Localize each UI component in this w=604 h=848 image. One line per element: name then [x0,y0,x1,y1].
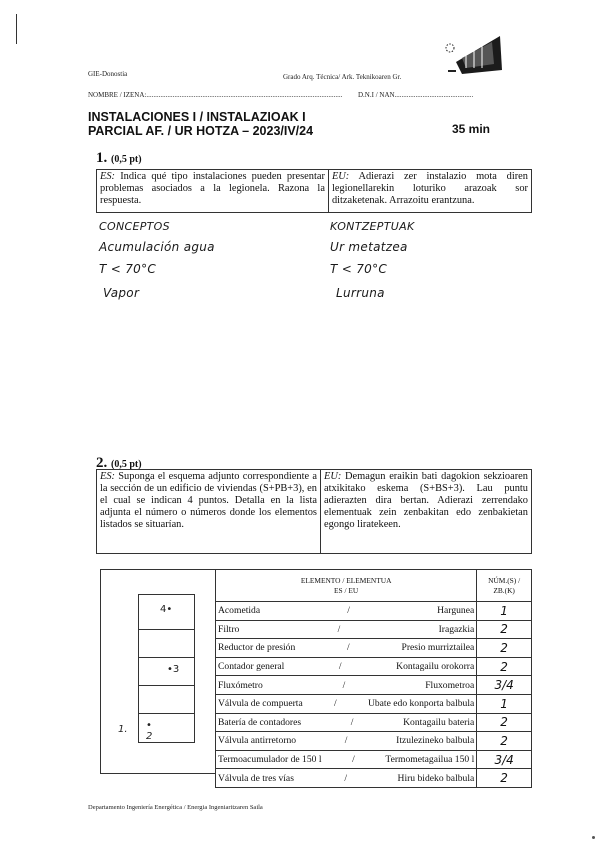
question-1-eu-tag: EU: [331,171,350,182]
table-header-number-line1: NÚM.(S) / [488,575,521,585]
question-1-heading [96,150,142,167]
question-2-es [97,470,320,553]
floor-line [139,629,194,630]
element-es: Válvula de tres vías [218,772,294,784]
diagram-point-3: •3 [167,664,180,675]
element-cell [216,639,477,658]
table-row [216,676,532,695]
question-1-points: (0,5 pt) [111,154,142,165]
number-answer-cell[interactable]: 1 [477,602,532,621]
scan-dot [592,836,595,839]
number-answer-cell[interactable]: 3/4 [477,750,532,769]
binder-mark [16,14,17,44]
element-separator: / [350,716,354,728]
elements-table [215,569,532,788]
answer-eu-line3: Lurruna [336,286,385,300]
department-footer: Departamento Ingeniería Energética / Energia Ingeniaritzaren Saila [88,804,263,811]
answer-eu-line1: Ur metatzea [330,240,408,254]
question-1-es-tag: ES: [100,171,116,182]
number-answer-cell[interactable]: 2 [477,620,532,639]
element-separator: / [342,679,346,691]
dni-field[interactable]: D.N.I / NAN............................................. [358,91,474,99]
question-1-es [97,170,328,212]
exam-duration: 35 min [452,122,491,136]
answer-es-concepts: CONCEPTOS [99,220,170,233]
table-header-element [216,570,477,602]
question-2-es-tag: ES: [100,471,116,482]
question-2-eu-tag: EU: [323,471,342,482]
answer-eu-concepts: KONTZEPTUAK [330,220,415,233]
element-es: Fluxómetro [218,679,263,691]
element-es: Reductor de presión [218,642,296,654]
table-row [216,657,532,676]
degree-name: Grado Arq. Técnica/ Ark. Teknikoaren Gr. [283,73,402,81]
element-eu: Hiru bideko balbula [397,772,475,784]
element-es: Filtro [218,623,240,635]
element-separator: / [337,623,341,635]
table-row [216,639,532,658]
element-cell [216,769,477,788]
exam-subtitle: PARCIAL AF. / UR HOTZA – 2023/IV/24 [88,124,314,138]
element-separator: / [347,605,350,617]
name-field[interactable]: NOMBRE / IZENA:................................................................................................................ [88,91,343,99]
table-header-element-line1: ELEMENTO / ELEMENTUA [300,575,392,585]
element-cell [216,620,477,639]
school-name: GIE-Donostia [88,70,128,78]
element-separator: / [352,754,355,766]
table-row [216,769,532,788]
diagram-point-2: • 2 [146,720,153,742]
number-answer-cell[interactable]: 2 [477,657,532,676]
floor-line [139,685,194,686]
table-row [216,620,532,639]
element-eu: Fluxometroa [425,679,475,691]
element-es: Válvula de compuerta [218,698,303,710]
table-row [216,713,532,732]
table-header-row [216,570,532,602]
number-answer-cell[interactable]: 1 [477,694,532,713]
diagram-point-1: 1. [118,724,128,735]
diagram-point-4: 4• [160,604,173,615]
question-1-box [96,169,532,213]
table-row [216,750,532,769]
element-es: Batería de contadores [218,716,302,728]
element-separator: / [344,735,348,747]
exam-title: INSTALACIONES I / INSTALAZIOAK I [88,110,306,124]
question-2-number: 2. [96,455,108,471]
table-row [216,694,532,713]
element-eu: Ubate edo konporta balbula [367,698,475,710]
element-cell [216,694,477,713]
number-answer-cell[interactable]: 2 [477,769,532,788]
table-row [216,732,532,751]
question-2-es-text: Suponga el esquema adjunto correspondiente a la sección de un edificio de viviendas (S+PB+3), en el cual se indican 4 puntos. Detalla en la lista adjunta el número o números donde los elementos listados se situarían. [100,471,317,530]
element-separator: / [347,642,350,654]
element-eu: Kontagailu orokorra [396,661,475,673]
floor-line [139,657,194,658]
number-answer-cell[interactable]: 2 [477,732,532,751]
answer-eu-line2: T < 70°C [330,262,388,276]
question-2-eu [320,470,531,553]
university-logo [440,30,520,80]
question-2-eu-text: Demagun eraikin bati dagokion sekzioaren atxikitako eskema (S+BS+3). Lau puntu adierazten dira bertan. Adierazi zerrendako elementuak zein zenbakitan edo zenbakietan egongo liratekeen. [323,471,528,530]
table-header-element-line2: ES / EU [334,585,359,595]
element-es: Válvula antirretorno [218,735,297,747]
element-cell [216,657,477,676]
question-1-eu-text: Adierazi zer instalazio mota diren legionellarekin loturiko arazoak sor ditzaketenak. Arrazoitu erantzuna. [331,171,528,206]
element-es: Acometida [218,605,261,617]
question-1-es-text: Indica qué tipo instalaciones pueden presentar problemas asociados a la legionela. Razona la respuesta. [100,171,325,206]
table-row [216,602,532,621]
element-cell [216,676,477,695]
element-separator: / [334,698,337,710]
element-es: Termoacumulador de 150 l [218,754,322,766]
element-eu: Harguneа [437,605,475,617]
number-answer-cell[interactable]: 2 [477,713,532,732]
question-2-points: (0,5 pt) [111,459,142,470]
number-answer-cell[interactable]: 2 [477,639,532,658]
element-separator: / [338,661,342,673]
element-es: Contador general [218,661,285,673]
question-2-box [96,469,532,554]
element-cell [216,732,477,751]
question-1-eu [328,170,531,212]
number-answer-cell[interactable]: 3/4 [477,676,532,695]
answer-es-line1: Acumulación agua [99,240,215,254]
question-1-number: 1. [96,150,108,166]
floor-line [139,713,194,714]
element-eu: Termometagailua 150 l [385,754,475,766]
table-header-number-line2: ZB.(K) [493,585,515,595]
element-separator: / [344,772,348,784]
element-eu: Presio murriztailea [401,642,475,654]
element-eu: Kontagailu bateria [403,716,475,728]
element-cell [216,750,477,769]
element-cell [216,713,477,732]
table-header-number [477,570,532,602]
element-eu: Itzulezineko balbula [396,735,475,747]
answer-es-line2: T < 70°C [99,262,157,276]
element-cell [216,602,477,621]
answer-es-line3: Vapor [103,286,140,300]
element-eu: Iragazkia [438,623,475,635]
